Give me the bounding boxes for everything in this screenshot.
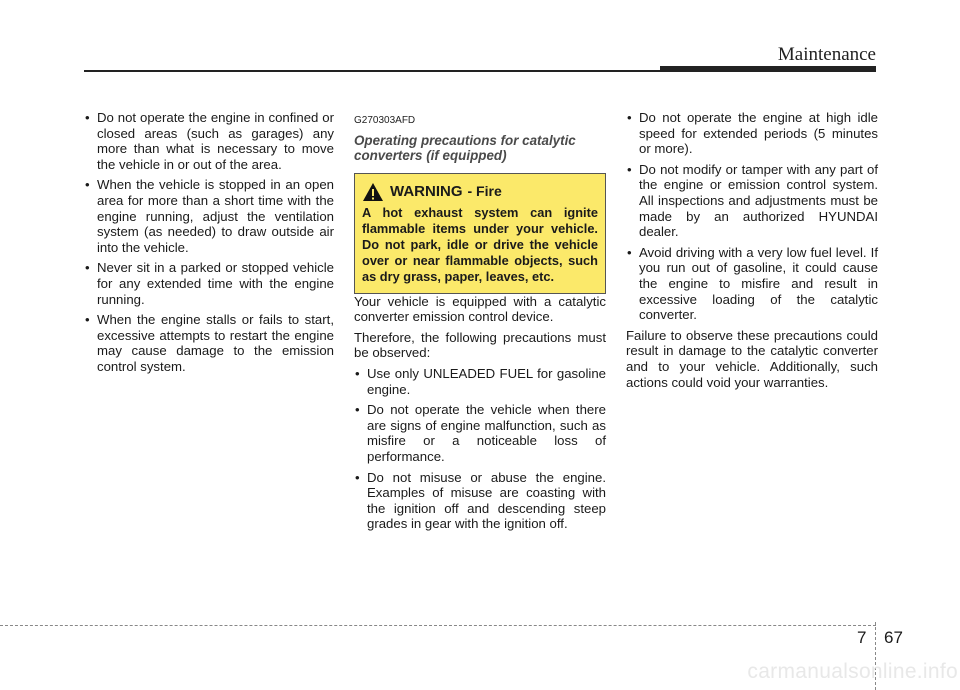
bullet-list [84, 110, 334, 375]
list-item: • Use only UNLEADED FUEL for gasoline engine. [354, 366, 606, 397]
warning-body: A hot exhaust system can ignite flammable items under your vehicle. Do not park, idle or drive the vehicle over or near flammable objects, such as dry grass, paper, leaves, etc. [362, 204, 598, 284]
bullet-list [354, 366, 606, 532]
header-rule-accent [660, 66, 876, 72]
list-item: • Do not operate the engine in confined or closed areas (such as garages) any more than what is necessary to move the vehicle in or out of the area. [84, 110, 334, 172]
page-section-title: Maintenance [777, 44, 876, 65]
watermark: carmanualsonline.info [747, 660, 958, 683]
paragraph: Failure to observe these precautions could result in damage to the catalytic converter and to your vehicle. Additionally, such actions could void your warranties. [626, 327, 878, 390]
list-item: • When the engine stalls or fails to start, excessive attempts to restart the engine may cause damage to the emission control system. [84, 312, 334, 374]
list-item: • Avoid driving with a very low fuel level. If you run out of gasoline, it could cause the engine to misfire and result in excessive loading of the catalytic converter. [626, 245, 878, 323]
warning-subtitle: - Fire [467, 182, 502, 199]
warning-triangle-icon [362, 182, 384, 202]
list-item: • Do not modify or tamper with any part of the engine or emission control system. All inspections and adjustments must be made by an authorized HYUNDAI dealer. [626, 162, 878, 240]
paragraph: Your vehicle is equipped with a catalytic converter emission control device. [354, 293, 606, 325]
list-item: • Never sit in a parked or stopped vehicle for any extended time with the engine running. [84, 260, 334, 307]
column-left [84, 110, 334, 380]
list-item: • Do not operate the vehicle when there are signs of engine malfunction, such as misfire or a noticeable loss of performance. [354, 402, 606, 464]
warning-title [362, 182, 598, 202]
bullet-list [626, 110, 878, 323]
warning-label: WARNING [390, 182, 463, 200]
section-code: G270303AFD [354, 115, 416, 126]
column-middle [354, 110, 606, 537]
column-right [626, 110, 878, 395]
footer-rule [0, 625, 876, 626]
page-number: 67 [884, 628, 903, 647]
warning-box [354, 173, 606, 294]
section-heading: Operating precautions for catalytic converters (if equipped) [354, 132, 576, 163]
list-item: • Do not operate the engine at high idle speed for extended periods (5 minutes or more). [626, 110, 878, 157]
paragraph: Therefore, the following precautions must be observed: [354, 329, 606, 361]
list-item: • Do not misuse or abuse the engine. Examples of misuse are coasting with the ignition off and descending steep grades in gear with the ignition off. [354, 470, 606, 532]
header-rule [84, 70, 662, 72]
chapter-number: 7 [857, 628, 867, 647]
list-item: • When the vehicle is stopped in an open area for more than a short time with the engine running, adjust the ventilation system (as needed) to draw outside air into the vehicle. [84, 177, 334, 255]
